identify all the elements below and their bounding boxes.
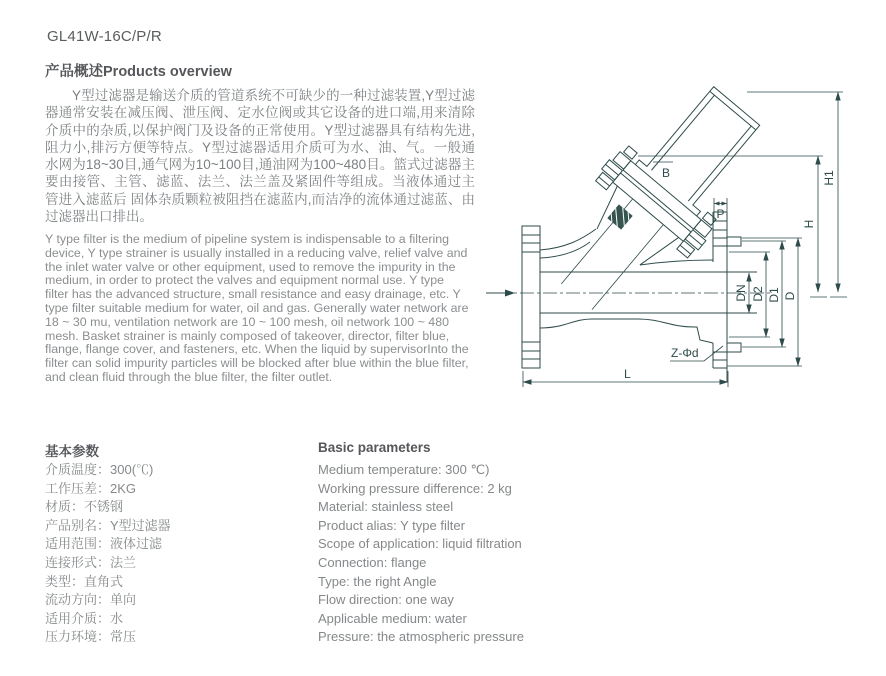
param-item: 流动方向：单向 bbox=[45, 592, 137, 608]
param-item: 适用范围：液体过滤 bbox=[45, 536, 163, 552]
param-item: Flow direction: one way bbox=[318, 592, 454, 608]
left-flange bbox=[522, 226, 540, 368]
param-item: Type: the right Angle bbox=[318, 573, 437, 589]
dimension-lines bbox=[523, 92, 847, 387]
dim-label-b: B bbox=[662, 166, 671, 180]
filter-cap bbox=[635, 80, 767, 216]
dim-label-zd: Z-Φd bbox=[671, 346, 699, 360]
param-item: Material: stainless steel bbox=[318, 499, 454, 515]
param-item: 介质温度：300(℃) bbox=[45, 462, 154, 477]
param-item: 产品别名：Y型过滤器 bbox=[45, 517, 171, 533]
dim-label-d1: D1 bbox=[767, 287, 781, 303]
param-item: Medium temperature: 300 ℃) bbox=[318, 462, 490, 477]
screen-hatch bbox=[607, 204, 632, 229]
flow-arrow-icon bbox=[505, 290, 515, 297]
param-item: 工作压差：2KG bbox=[45, 480, 137, 496]
param-item: Scope of application: liquid filtration bbox=[318, 536, 522, 552]
bonnet-flange-plate bbox=[623, 161, 701, 229]
dim-label-d: D bbox=[783, 291, 797, 301]
right-flange-section bbox=[713, 212, 741, 382]
param-item: 类型：直角式 bbox=[45, 573, 124, 589]
params-heading-en: Basic parameters bbox=[318, 440, 431, 455]
body-flange-plate bbox=[613, 173, 691, 241]
body-outline bbox=[540, 229, 757, 343]
param-item: 适用介质：水 bbox=[45, 610, 124, 626]
dim-label-h1: H1 bbox=[822, 170, 836, 186]
dim-label-dn: DN bbox=[734, 284, 748, 302]
flange-bolts bbox=[593, 142, 720, 260]
page-title: GL41W-16C/P/R bbox=[47, 28, 162, 45]
param-item: 压力环境：常压 bbox=[45, 629, 137, 645]
dimension-labels bbox=[624, 166, 836, 381]
overview-heading-zh: 产品概述 bbox=[45, 64, 103, 80]
dim-label-h: H bbox=[802, 219, 816, 229]
param-item: Connection: flange bbox=[318, 554, 427, 570]
param-item: Working pressure difference: 2 kg bbox=[318, 480, 512, 496]
strainer-body-drawing bbox=[486, 66, 847, 387]
bolt-hole-top bbox=[727, 237, 741, 246]
overview-heading bbox=[45, 60, 232, 81]
neck-outline bbox=[588, 186, 679, 273]
branch-bore-lines bbox=[561, 199, 663, 310]
dim-label-d2: D2 bbox=[751, 286, 765, 302]
param-item: 材质：不锈钢 bbox=[45, 499, 124, 515]
param-item: 连接形式：法兰 bbox=[45, 554, 137, 570]
overview-paragraph-zh: Y型过滤器是输送介质的管道系统不可缺少的一种过滤装置,Y型过滤器通常安装在减压阀、泄压阀、定水位阀或其它设备的进口端,用来清除介质中的杂质,以保护阀门及设备的正常使用。Y型过滤器具有结构先进,阻力小,排污方便等特点。Y型过滤器适用介质可为水、油、气。一般通水网为18~30目,通气网为10~100目,通油网为100~480目。篮式过滤器主要由接管、主管、滤蓝、法兰、法兰盖及紧固件等组成。当液体通过主管进入滤蓝后 固体杂质颗粒被阻挡在滤蓝内,而洁净的流体通过滤蓝、由过滤器出口排出。 bbox=[45, 88, 475, 225]
params-heading-zh: 基本参数 bbox=[45, 444, 99, 459]
param-item: Pressure: the atmospheric pressure bbox=[318, 629, 524, 645]
dim-label-l: L bbox=[624, 367, 631, 381]
params-list-en bbox=[318, 461, 524, 647]
param-item: Applicable medium: water bbox=[318, 610, 467, 626]
overview-heading-en: Products overview bbox=[103, 64, 232, 80]
dim-label-p: P bbox=[716, 207, 725, 221]
param-item: Product alias: Y type filter bbox=[318, 517, 465, 533]
overview-paragraph-en: Y type filter is the medium of pipeline system is indispensable to a filtering device, Y type strainer is usually installed in a reducing valve, relief valve and the inlet water valve or other equipment, used to remove the impurity in the medium, in order to protect the valves and equipment normal use. Y type filter has the advanced structure, small resistance and easy drainage, etc. Y type filter suitable medium for water, oil and gas. Generally water network are 18 ~ 30 mu, ventilation network are 10 ~ 100 mesh, oil network 100 ~ 480 mesh. Basket strainer is mainly composed of takeover, director, filter blue, flange, flange cover, and fasteners, etc. When the liquid by supervisorInto the filter can solid impurity particles will be blocked after blue within the blue filter, and clean fluid through the blue filter, the filter outlet. bbox=[45, 232, 469, 384]
bolt-hole-bottom bbox=[727, 343, 741, 352]
params-list-zh bbox=[45, 461, 171, 647]
bonnet-assembly bbox=[528, 66, 785, 338]
